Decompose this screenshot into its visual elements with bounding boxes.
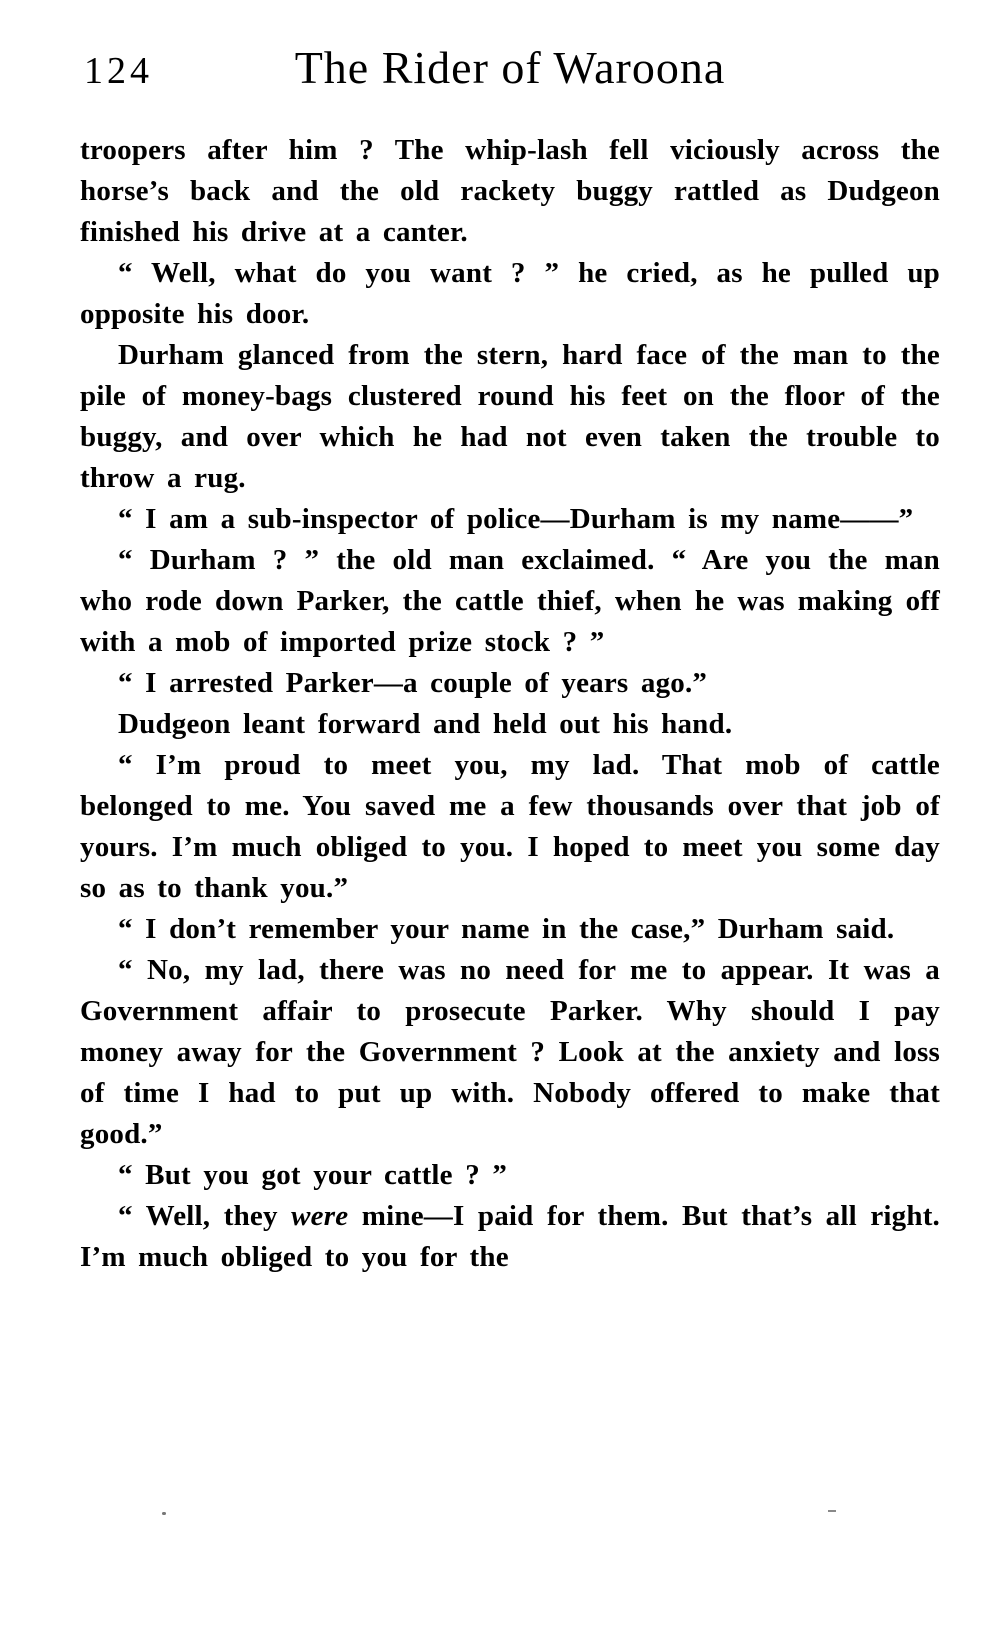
scan-speck-right — [828, 1510, 836, 1512]
text-segment: mine—I paid for them. But that’s all right. I’m much obliged to you for the — [80, 1200, 940, 1273]
text-segment: troopers after him ? The whip-lash fell viciously across the horse’s back and the old rackety buggy rattled as Dudgeon finished his drive at a canter. — [80, 134, 940, 248]
text-column — [80, 40, 940, 1278]
text-segment: Durham glanced from the stern, hard face of the man to the pile of money-bags clustered round his feet on the floor of the buggy, and over which he had not even taken the trouble to throw a rug. — [80, 339, 940, 494]
text-segment: Dudgeon leant forward and held out his hand. — [118, 708, 733, 740]
text-segment: “ I arrested Parker—a couple of years ago.” — [118, 667, 708, 699]
paragraph — [80, 253, 940, 335]
text-segment: “ Durham ? ” the old man exclaimed. “ Are you the man who rode down Parker, the cattle thief, when he was making off with a mob of imported prize stock ? ” — [80, 544, 940, 658]
text-segment: “ I don’t remember your name in the case,” Durham said. — [118, 913, 895, 945]
page-body — [80, 130, 940, 1278]
text-segment: “ I am a sub-inspector of police—Durham is my name——” — [118, 503, 914, 535]
paragraph — [80, 909, 940, 950]
text-segment: “ But you got your cattle ? ” — [118, 1159, 508, 1191]
paragraph — [80, 950, 940, 1155]
text-segment: “ I’m proud to meet you, my lad. That mob of cattle belonged to me. You saved me a few thousands over that job of yours. I’m much obliged to you. I hoped to meet you some day so as to thank you.” — [80, 749, 940, 904]
paragraph — [80, 663, 940, 704]
scan-speck-left — [162, 1512, 166, 1515]
page-number: 124 — [84, 50, 153, 92]
paragraph — [80, 1155, 940, 1196]
page-title: The Rider of Waroona — [294, 42, 726, 93]
paragraph — [80, 335, 940, 499]
text-segment: “ Well, they — [118, 1200, 292, 1232]
running-header — [80, 40, 940, 98]
paragraph — [80, 704, 940, 745]
italic-text: were — [291, 1200, 349, 1232]
paragraph — [80, 499, 940, 540]
paragraph — [80, 1196, 940, 1278]
text-segment: “ Well, what do you want ? ” he cried, as he pulled up opposite his door. — [80, 257, 940, 330]
text-segment: “ No, my lad, there was no need for me to appear. It was a Government affair to prosecute Parker. Why should I pay money away for the Government ? Look at the anxiety and loss of time I had to put up with. Nobody offered to make that good.” — [80, 954, 940, 1150]
paragraph — [80, 745, 940, 909]
paragraph — [80, 540, 940, 663]
paragraph — [80, 130, 940, 253]
